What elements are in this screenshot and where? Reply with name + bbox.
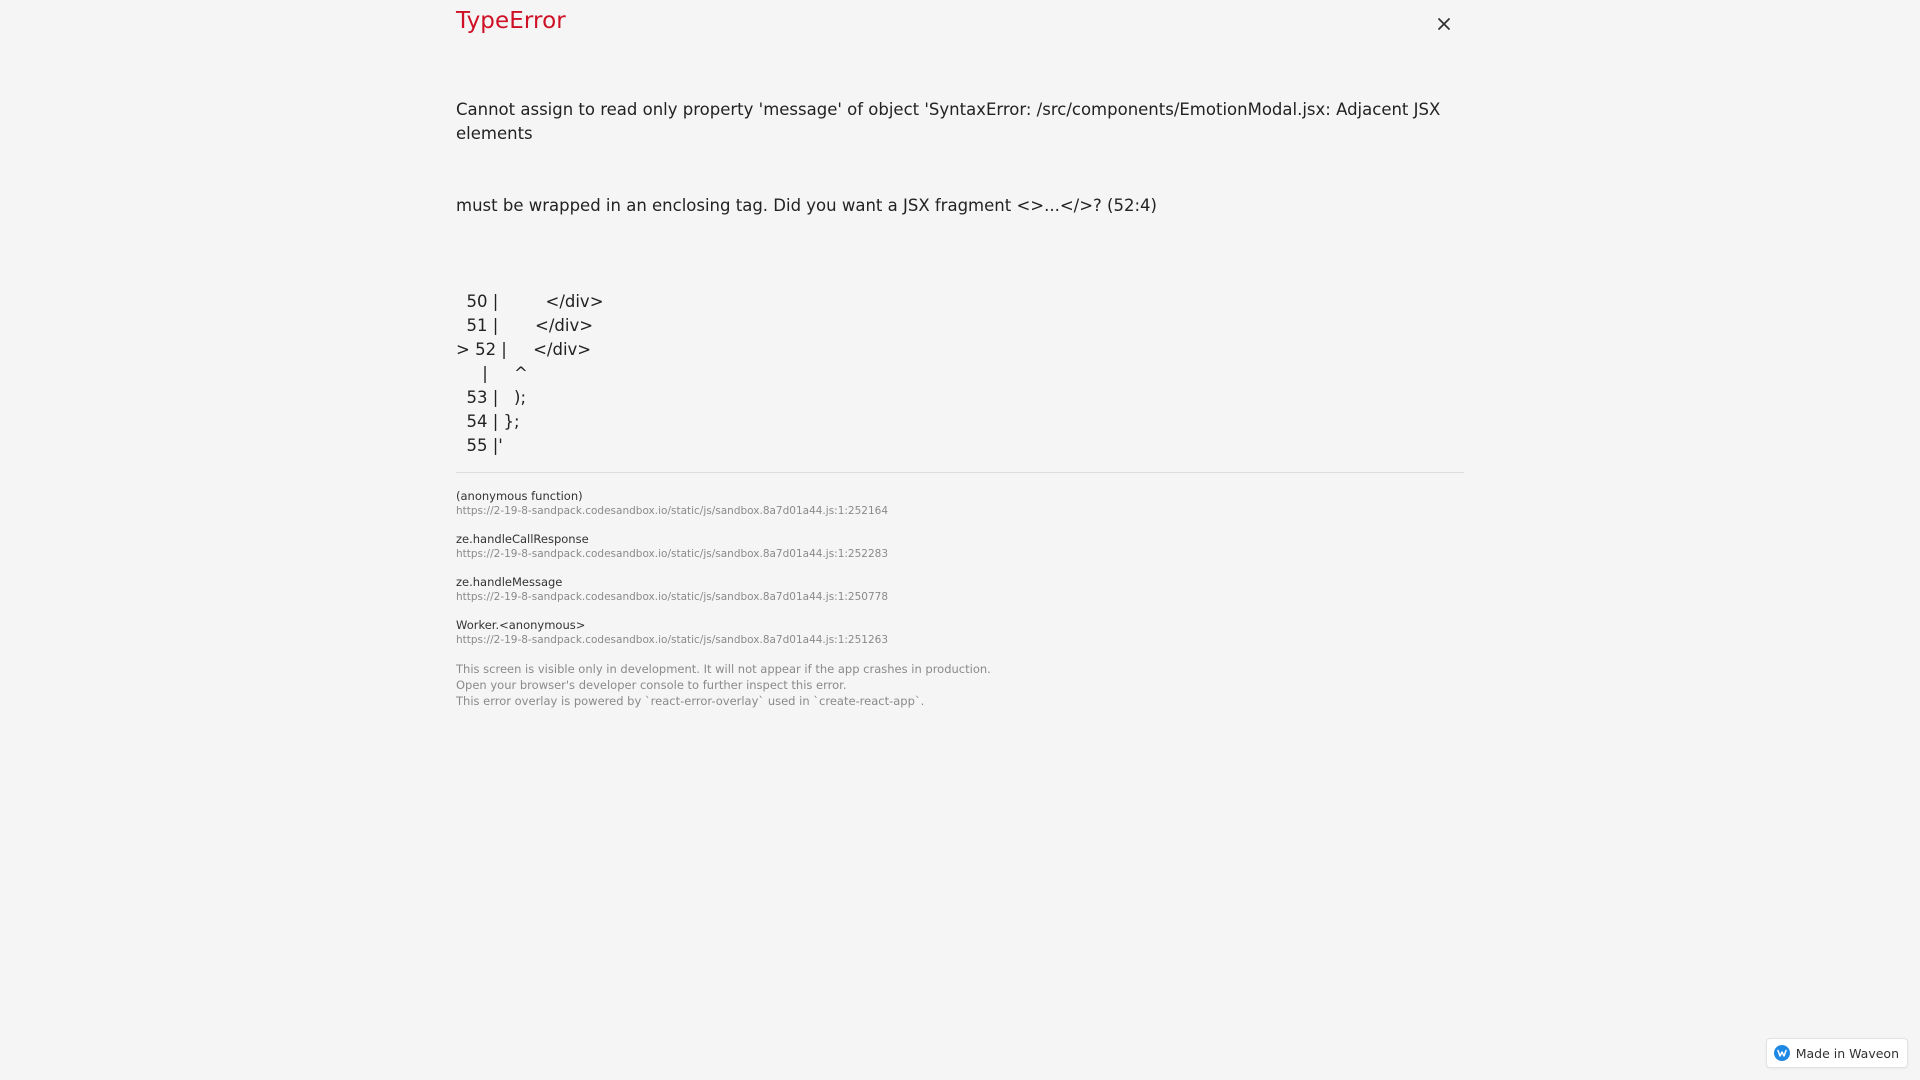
waveon-logo-icon	[1774, 1045, 1790, 1061]
stack-frame-function: Worker.<anonymous>	[456, 618, 586, 632]
code-line-highlighted: > 52 | </div>	[456, 340, 592, 359]
stack-frame[interactable]	[456, 489, 1464, 519]
error-message-line: Cannot assign to read only property 'message' of object 'SyntaxError: /src/components/EmotionModal.jsx: Adjacent JSX elements	[456, 100, 1446, 143]
error-title: TypeError	[456, 8, 566, 34]
stack-frame-location[interactable]: https://2-19-8-sandpack.codesandbox.io/static/js/sandbox.8a7d01a44.js:1:251263	[456, 634, 888, 646]
close-icon	[1432, 12, 1456, 36]
code-line: 54 | };	[456, 412, 520, 431]
stack-frame-function: (anonymous function)	[456, 489, 583, 503]
error-header	[456, 0, 1464, 50]
stack-frame-location[interactable]: https://2-19-8-sandpack.codesandbox.io/static/js/sandbox.8a7d01a44.js:1:250778	[456, 591, 888, 603]
stack-frame[interactable]	[456, 532, 1464, 562]
stack-frame-function: ze.handleCallResponse	[456, 532, 589, 546]
code-line: 53 | );	[456, 388, 527, 407]
footer-notes	[456, 661, 1464, 709]
stack-trace	[456, 489, 1464, 648]
made-in-waveon-badge[interactable]	[1766, 1038, 1908, 1068]
divider	[456, 472, 1464, 473]
error-message-line: must be wrapped in an enclosing tag. Did you want a JSX fragment <>...</>? (52:4)	[456, 196, 1157, 215]
error-message	[456, 50, 1464, 458]
error-overlay	[456, 0, 1464, 709]
code-line: 51 | </div>	[456, 316, 594, 335]
code-line: 55 |'	[456, 436, 503, 455]
footer-note: This screen is visible only in development. It will not appear if the app crashes in production.	[456, 662, 991, 676]
stack-frame[interactable]	[456, 575, 1464, 605]
stack-frame-location[interactable]: https://2-19-8-sandpack.codesandbox.io/static/js/sandbox.8a7d01a44.js:1:252164	[456, 505, 888, 517]
stack-frame-function: ze.handleMessage	[456, 575, 563, 589]
stack-frame[interactable]	[456, 618, 1464, 648]
code-line: 50 | </div>	[456, 292, 604, 311]
badge-label: Made in Waveon	[1795, 1045, 1899, 1061]
error-message-text	[456, 50, 1456, 266]
stack-frame-location[interactable]: https://2-19-8-sandpack.codesandbox.io/static/js/sandbox.8a7d01a44.js:1:252283	[456, 548, 888, 560]
footer-note: Open your browser's developer console to further inspect this error.	[456, 678, 847, 692]
close-button[interactable]	[1432, 12, 1456, 36]
footer-note: This error overlay is powered by `react-error-overlay` used in `create-react-app`.	[456, 694, 925, 708]
code-frame	[456, 290, 1464, 458]
code-line-caret: | ^	[456, 364, 528, 383]
